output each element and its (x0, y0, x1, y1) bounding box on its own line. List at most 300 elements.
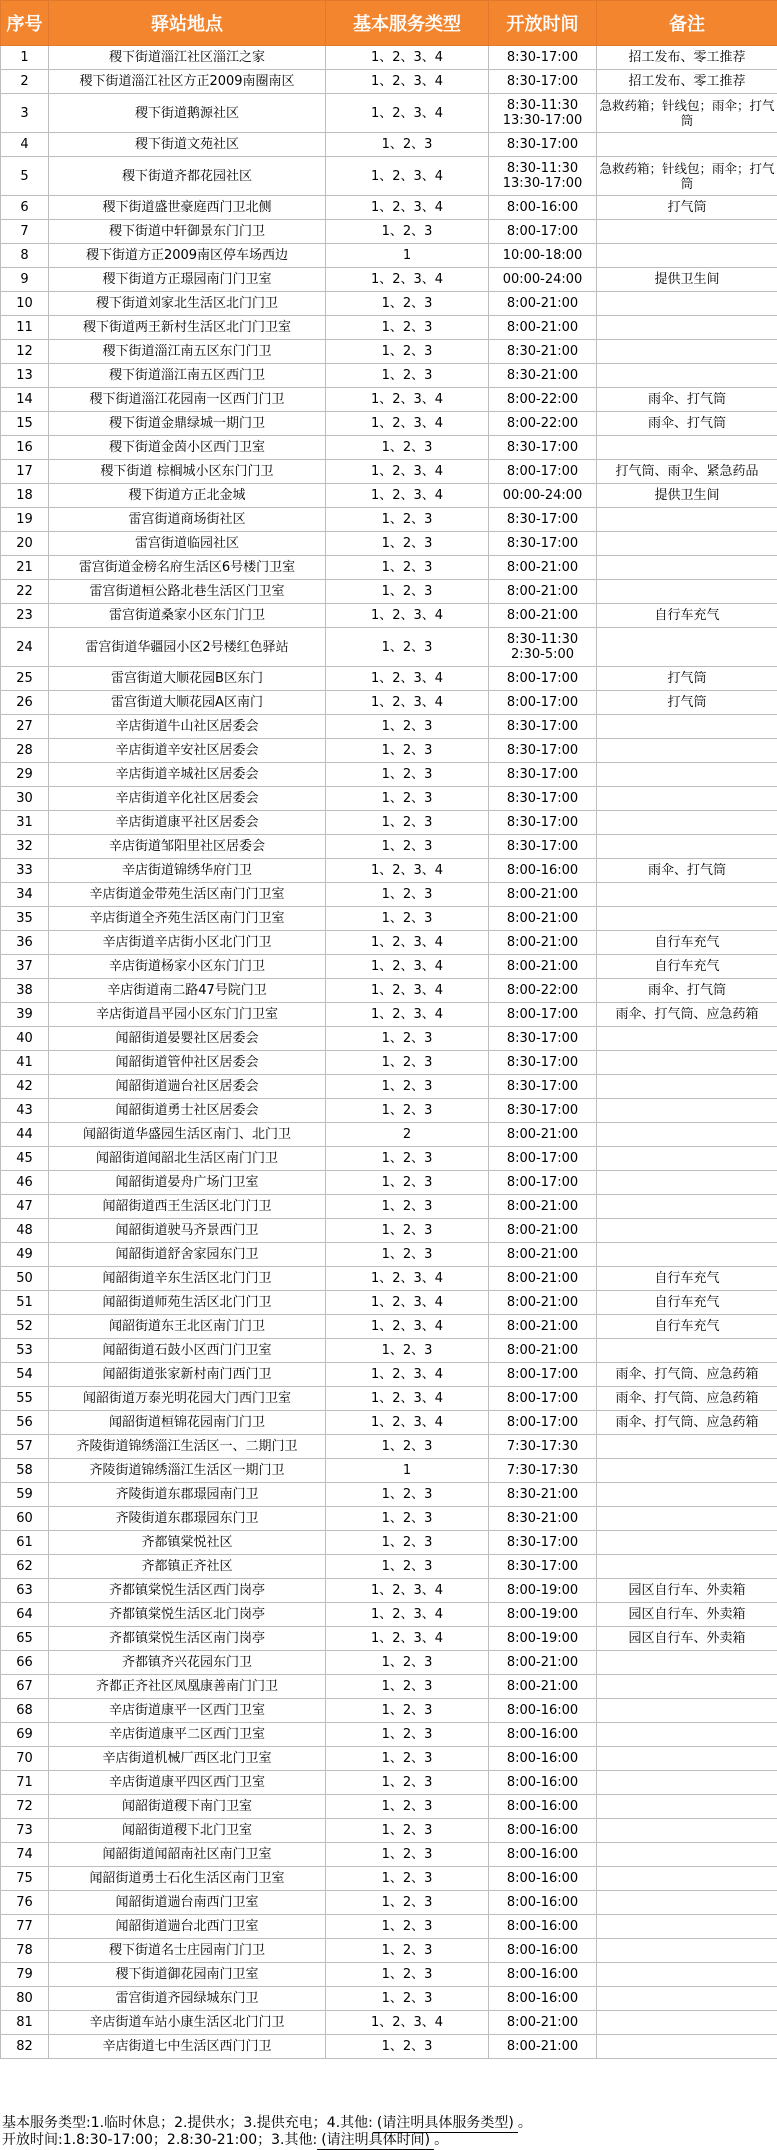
cell-service-type: 1、2、3 (326, 1891, 489, 1915)
cell-open-hours: 8:00-21:00 (489, 580, 597, 604)
cell-service-type: 1、2、3 (326, 1051, 489, 1075)
table-row (1, 1843, 777, 1867)
cell-location: 稷下街道御花园南门卫室 (49, 1963, 326, 1987)
cell-service-type: 1、2、3、4 (326, 1267, 489, 1291)
cell-index: 45 (1, 1147, 49, 1171)
cell-index: 6 (1, 196, 49, 220)
table-row (1, 580, 777, 604)
cell-service-type: 1、2、3、4 (326, 1003, 489, 1027)
cell-service-type: 1、2、3 (326, 1531, 489, 1555)
cell-location: 闻韶街道万泰光明花园大门西门卫室 (49, 1387, 326, 1411)
cell-index: 79 (1, 1963, 49, 1987)
cell-index: 10 (1, 292, 49, 316)
cell-service-type: 1、2、3 (326, 1867, 489, 1891)
cell-index: 70 (1, 1747, 49, 1771)
cell-open-hours: 8:30-17:00 (489, 715, 597, 739)
cell-open-hours: 8:30-17:00 (489, 133, 597, 157)
cell-location: 辛店街道康平二区西门卫室 (49, 1723, 326, 1747)
cell-service-type: 1、2、3 (326, 316, 489, 340)
cell-open-hours: 8:30-17:00 (489, 763, 597, 787)
cell-index: 52 (1, 1315, 49, 1339)
cell-remarks (597, 1747, 777, 1771)
cell-index: 46 (1, 1171, 49, 1195)
footer-note-hours (2, 2129, 777, 2150)
cell-location: 辛店街道邹阳里社区居委会 (49, 835, 326, 859)
cell-location: 齐都镇棠悦生活区北门岗亭 (49, 1603, 326, 1627)
cell-index: 20 (1, 532, 49, 556)
cell-open-hours: 8:30-17:00 (489, 70, 597, 94)
cell-open-hours: 8:30-21:00 (489, 1507, 597, 1531)
cell-location: 稷下街道淄江南五区东门门卫 (49, 340, 326, 364)
cell-service-type: 1、2、3 (326, 1771, 489, 1795)
cell-open-hours: 8:00-16:00 (489, 1771, 597, 1795)
cell-service-type: 1、2、3 (326, 1723, 489, 1747)
cell-location: 闻韶街道晏婴社区居委会 (49, 1027, 326, 1051)
cell-location: 闻韶街道驶马齐景西门卫 (49, 1219, 326, 1243)
cell-service-type: 1、2、3、4 (326, 1387, 489, 1411)
cell-service-type: 1、2、3 (326, 556, 489, 580)
cell-service-type: 1、2、3 (326, 1795, 489, 1819)
cell-remarks (597, 580, 777, 604)
cell-location: 稷下街道盛世豪庭西门卫北侧 (49, 196, 326, 220)
table-row (1, 292, 777, 316)
cell-service-type: 1、2、3、4 (326, 979, 489, 1003)
table-row (1, 955, 777, 979)
cell-open-hours: 8:30-21:00 (489, 364, 597, 388)
cell-remarks: 自行车充气 (597, 955, 777, 979)
cell-index: 69 (1, 1723, 49, 1747)
cell-location: 雷宫街道大顺花园A区南门 (49, 691, 326, 715)
cell-index: 64 (1, 1603, 49, 1627)
cell-location: 闻韶街道稷下南门卫室 (49, 1795, 326, 1819)
cell-location: 辛店街道七中生活区西门门卫 (49, 2035, 326, 2059)
cell-remarks (597, 436, 777, 460)
cell-service-type: 1、2、3 (326, 787, 489, 811)
cell-open-hours: 7:30-17:30 (489, 1459, 597, 1483)
cell-index: 75 (1, 1867, 49, 1891)
table-row (1, 1195, 777, 1219)
cell-location: 辛店街道杨家小区东门门卫 (49, 955, 326, 979)
table-row (1, 979, 777, 1003)
cell-service-type: 1、2、3、4 (326, 859, 489, 883)
cell-remarks (597, 1867, 777, 1891)
cell-service-type: 1、2、3、4 (326, 268, 489, 292)
cell-open-hours: 8:30-21:00 (489, 340, 597, 364)
cell-remarks (597, 1075, 777, 1099)
table-row (1, 835, 777, 859)
table-row (1, 1867, 777, 1891)
table-row (1, 1315, 777, 1339)
cell-index: 68 (1, 1699, 49, 1723)
cell-service-type: 1、2、3 (326, 715, 489, 739)
cell-location: 雷宫街道桓公路北巷生活区门卫室 (49, 580, 326, 604)
cell-index: 77 (1, 1915, 49, 1939)
cell-index: 8 (1, 244, 49, 268)
table-row (1, 763, 777, 787)
cell-location: 辛店街道机械厂西区北门卫室 (49, 1747, 326, 1771)
table-row (1, 1387, 777, 1411)
cell-location: 稷下街道齐都花园社区 (49, 157, 326, 196)
cell-open-hours: 8:00-21:00 (489, 292, 597, 316)
cell-open-hours: 8:30-17:00 (489, 787, 597, 811)
cell-index: 33 (1, 859, 49, 883)
cell-open-hours: 8:00-21:00 (489, 955, 597, 979)
cell-index: 49 (1, 1243, 49, 1267)
cell-service-type: 1、2、3、4 (326, 1315, 489, 1339)
cell-location: 闻韶街道东王北区南门门卫 (49, 1315, 326, 1339)
table-row (1, 1243, 777, 1267)
cell-open-hours: 8:30-17:00 (489, 1027, 597, 1051)
table-row (1, 268, 777, 292)
cell-remarks (597, 532, 777, 556)
cell-open-hours: 8:00-17:00 (489, 220, 597, 244)
table-row (1, 388, 777, 412)
cell-service-type: 1、2、3 (326, 1435, 489, 1459)
cell-open-hours: 8:00-21:00 (489, 907, 597, 931)
cell-location: 齐陵街道锦绣淄江生活区一、二期门卫 (49, 1435, 326, 1459)
table-row (1, 1795, 777, 1819)
cell-index: 4 (1, 133, 49, 157)
cell-index: 43 (1, 1099, 49, 1123)
table-row (1, 1963, 777, 1987)
cell-open-hours: 8:00-21:00 (489, 604, 597, 628)
cell-index: 61 (1, 1531, 49, 1555)
cell-location: 辛店街道金带苑生活区南门门卫室 (49, 883, 326, 907)
cell-service-type: 1、2、3、4 (326, 70, 489, 94)
cell-open-hours: 8:00-17:00 (489, 460, 597, 484)
header-location: 驿站地点 (49, 1, 326, 46)
cell-service-type: 1、2、3 (326, 907, 489, 931)
cell-location: 齐陵街道锦绣淄江生活区一期门卫 (49, 1459, 326, 1483)
cell-index: 81 (1, 2011, 49, 2035)
cell-service-type: 1、2、3 (326, 628, 489, 667)
cell-service-type: 1、2、3、4 (326, 412, 489, 436)
cell-service-type: 1、2、3 (326, 532, 489, 556)
cell-location: 稷下街道方正璟园南门门卫室 (49, 268, 326, 292)
cell-service-type: 1、2、3 (326, 1843, 489, 1867)
cell-index: 51 (1, 1291, 49, 1315)
cell-index: 78 (1, 1939, 49, 1963)
cell-remarks (597, 1051, 777, 1075)
cell-open-hours: 8:00-21:00 (489, 1651, 597, 1675)
cell-remarks (597, 1771, 777, 1795)
cell-index: 24 (1, 628, 49, 667)
cell-index: 19 (1, 508, 49, 532)
table-row (1, 1363, 777, 1387)
cell-remarks (597, 1939, 777, 1963)
cell-open-hours: 8:00-16:00 (489, 1987, 597, 2011)
cell-remarks (597, 1987, 777, 2011)
table-row (1, 739, 777, 763)
table-row (1, 628, 777, 667)
cell-service-type: 1、2、3 (326, 1243, 489, 1267)
cell-index: 41 (1, 1051, 49, 1075)
table-row (1, 931, 777, 955)
cell-remarks (597, 1243, 777, 1267)
table-row (1, 1435, 777, 1459)
cell-service-type: 1、2、3 (326, 1747, 489, 1771)
cell-remarks: 急救药箱；针线包；雨伞；打气筒 (597, 157, 777, 196)
cell-open-hours: 8:00-19:00 (489, 1603, 597, 1627)
table-row (1, 811, 777, 835)
cell-remarks (597, 556, 777, 580)
header-index: 序号 (1, 1, 49, 46)
cell-open-hours: 8:30-17:00 (489, 739, 597, 763)
cell-remarks (597, 1963, 777, 1987)
cell-remarks: 招工发布、零工推荐 (597, 46, 777, 70)
table-row (1, 244, 777, 268)
cell-open-hours: 8:00-17:00 (489, 1363, 597, 1387)
table-row (1, 220, 777, 244)
table-row (1, 412, 777, 436)
cell-location: 闻韶街道桓锦花园南门门卫 (49, 1411, 326, 1435)
cell-service-type: 1、2、3 (326, 1099, 489, 1123)
cell-remarks (597, 1219, 777, 1243)
table-row (1, 1219, 777, 1243)
cell-remarks: 自行车充气 (597, 931, 777, 955)
footer-service-prefix: 基本服务类型:1.临时休息；2.提供水；3.提供充电；4.其他: (2, 2115, 373, 2131)
cell-service-type: 1、2、3、4 (326, 157, 489, 196)
cell-remarks (597, 1915, 777, 1939)
cell-service-type: 1、2、3 (326, 763, 489, 787)
cell-open-hours: 8:00-22:00 (489, 388, 597, 412)
cell-remarks: 提供卫生间 (597, 484, 777, 508)
cell-remarks (597, 883, 777, 907)
cell-remarks: 自行车充气 (597, 1267, 777, 1291)
cell-index: 32 (1, 835, 49, 859)
cell-open-hours: 00:00-24:00 (489, 484, 597, 508)
footer-hours-blank: (请注明具体时间) (317, 2129, 434, 2150)
cell-remarks: 自行车充气 (597, 604, 777, 628)
cell-open-hours: 8:00-16:00 (489, 1939, 597, 1963)
cell-remarks (597, 1483, 777, 1507)
cell-remarks: 雨伞、打气筒、应急药箱 (597, 1003, 777, 1027)
cell-open-hours: 8:00-22:00 (489, 979, 597, 1003)
cell-remarks: 打气筒、雨伞、紧急药品 (597, 460, 777, 484)
table-row (1, 1291, 777, 1315)
cell-remarks (597, 220, 777, 244)
cell-remarks (597, 787, 777, 811)
cell-open-hours: 8:00-21:00 (489, 2035, 597, 2059)
cell-index: 58 (1, 1459, 49, 1483)
cell-service-type: 1、2、3 (326, 1075, 489, 1099)
cell-location: 辛店街道南二路47号院门卫 (49, 979, 326, 1003)
cell-location: 辛店街道康平一区西门卫室 (49, 1699, 326, 1723)
cell-open-hours: 8:00-21:00 (489, 2011, 597, 2035)
cell-remarks: 雨伞、打气筒、应急药箱 (597, 1363, 777, 1387)
table-row (1, 1483, 777, 1507)
cell-remarks (597, 1435, 777, 1459)
cell-open-hours: 8:00-19:00 (489, 1579, 597, 1603)
table-row (1, 1411, 777, 1435)
cell-remarks: 自行车充气 (597, 1315, 777, 1339)
table-row (1, 460, 777, 484)
cell-remarks (597, 763, 777, 787)
cell-remarks (597, 907, 777, 931)
cell-service-type: 1、2、3 (326, 292, 489, 316)
cell-location: 闻韶街道辛东生活区北门门卫 (49, 1267, 326, 1291)
cell-open-hours: 8:00-21:00 (489, 883, 597, 907)
cell-index: 22 (1, 580, 49, 604)
cell-service-type: 1、2、3 (326, 436, 489, 460)
table-row (1, 1267, 777, 1291)
cell-service-type: 1、2、3 (326, 811, 489, 835)
cell-open-hours: 8:30-17:00 (489, 1555, 597, 1579)
cell-index: 1 (1, 46, 49, 70)
header-open-hours: 开放时间 (489, 1, 597, 46)
cell-open-hours: 8:00-16:00 (489, 1699, 597, 1723)
table-row (1, 859, 777, 883)
cell-service-type: 1、2、3 (326, 1963, 489, 1987)
cell-index: 25 (1, 667, 49, 691)
cell-open-hours: 8:00-21:00 (489, 931, 597, 955)
cell-service-type: 1、2、3 (326, 1219, 489, 1243)
cell-open-hours: 8:30-21:00 (489, 1483, 597, 1507)
cell-location: 稷下街道淄江南五区西门卫 (49, 364, 326, 388)
cell-open-hours: 8:00-16:00 (489, 1891, 597, 1915)
table-row (1, 1507, 777, 1531)
table-row (1, 715, 777, 739)
cell-service-type: 1、2、3、4 (326, 1579, 489, 1603)
cell-index: 3 (1, 94, 49, 133)
cell-index: 50 (1, 1267, 49, 1291)
cell-index: 9 (1, 268, 49, 292)
cell-remarks (597, 508, 777, 532)
cell-location: 辛店街道昌平园小区东门门卫室 (49, 1003, 326, 1027)
cell-index: 36 (1, 931, 49, 955)
table-header-row (1, 1, 777, 46)
table-row (1, 1675, 777, 1699)
cell-index: 26 (1, 691, 49, 715)
table-row (1, 1987, 777, 2011)
footer-service-suffix: 。 (518, 2115, 532, 2131)
cell-open-hours: 8:00-16:00 (489, 1915, 597, 1939)
cell-open-hours: 8:00-21:00 (489, 1195, 597, 1219)
cell-remarks (597, 1027, 777, 1051)
cell-remarks: 园区自行车、外卖箱 (597, 1579, 777, 1603)
cell-location: 稷下街道金鼎绿城一期门卫 (49, 412, 326, 436)
cell-service-type: 1、2、3 (326, 1939, 489, 1963)
table-row (1, 1075, 777, 1099)
table-row (1, 2035, 777, 2059)
cell-remarks (597, 1795, 777, 1819)
cell-index: 37 (1, 955, 49, 979)
cell-location: 闻韶街道遄台社区居委会 (49, 1075, 326, 1099)
footer-hours-prefix: 开放时间:1.8:30-17:00；2.8:30-21:00；3.其他: (2, 2132, 317, 2148)
cell-location: 辛店街道康平四区西门卫室 (49, 1771, 326, 1795)
cell-open-hours: 8:30-11:30 13:30-17:00 (489, 94, 597, 133)
cell-open-hours: 8:00-17:00 (489, 1411, 597, 1435)
cell-remarks (597, 1123, 777, 1147)
cell-index: 30 (1, 787, 49, 811)
cell-remarks (597, 1195, 777, 1219)
cell-location: 稷下街道金茵小区西门卫室 (49, 436, 326, 460)
cell-index: 40 (1, 1027, 49, 1051)
cell-index: 2 (1, 70, 49, 94)
cell-remarks (597, 811, 777, 835)
cell-remarks (597, 1675, 777, 1699)
cell-remarks (597, 1459, 777, 1483)
cell-location: 闻韶街道晏舟广场门卫室 (49, 1171, 326, 1195)
cell-location: 闻韶街道勇士石化生活区南门卫室 (49, 1867, 326, 1891)
cell-remarks: 自行车充气 (597, 1291, 777, 1315)
cell-index: 56 (1, 1411, 49, 1435)
cell-service-type: 1、2、3、4 (326, 196, 489, 220)
cell-remarks (597, 739, 777, 763)
cell-index: 7 (1, 220, 49, 244)
cell-index: 62 (1, 1555, 49, 1579)
cell-location: 雷宫街道华疆园小区2号楼红色驿站 (49, 628, 326, 667)
cell-remarks (597, 1507, 777, 1531)
cell-index: 59 (1, 1483, 49, 1507)
cell-open-hours: 8:00-17:00 (489, 691, 597, 715)
cell-service-type: 1、2、3、4 (326, 1411, 489, 1435)
cell-open-hours: 8:00-21:00 (489, 1339, 597, 1363)
cell-service-type: 1、2、3、4 (326, 94, 489, 133)
cell-index: 55 (1, 1387, 49, 1411)
table-row (1, 1819, 777, 1843)
cell-index: 76 (1, 1891, 49, 1915)
cell-index: 14 (1, 388, 49, 412)
cell-remarks: 招工发布、零工推荐 (597, 70, 777, 94)
cell-location: 闻韶街道闻韶南社区南门卫室 (49, 1843, 326, 1867)
cell-index: 5 (1, 157, 49, 196)
cell-service-type: 1、2、3 (326, 1555, 489, 1579)
cell-open-hours: 8:30-17:00 (489, 1075, 597, 1099)
cell-open-hours: 8:00-16:00 (489, 1795, 597, 1819)
cell-remarks (597, 133, 777, 157)
cell-index: 53 (1, 1339, 49, 1363)
cell-location: 闻韶街道华盛园生活区南门、北门卫 (49, 1123, 326, 1147)
cell-open-hours: 8:00-17:00 (489, 1171, 597, 1195)
cell-service-type: 1、2、3 (326, 1699, 489, 1723)
cell-remarks (597, 1099, 777, 1123)
cell-service-type: 1、2、3 (326, 883, 489, 907)
table-row (1, 907, 777, 931)
cell-open-hours: 8:30-17:00 (489, 811, 597, 835)
cell-location: 齐都镇棠悦社区 (49, 1531, 326, 1555)
cell-location: 辛店街道辛化社区居委会 (49, 787, 326, 811)
cell-remarks: 雨伞、打气筒、应急药箱 (597, 1411, 777, 1435)
cell-index: 44 (1, 1123, 49, 1147)
cell-service-type: 1、2、3 (326, 1507, 489, 1531)
cell-index: 63 (1, 1579, 49, 1603)
cell-service-type: 1、2、3、4 (326, 1627, 489, 1651)
cell-open-hours: 8:00-21:00 (489, 1675, 597, 1699)
cell-index: 67 (1, 1675, 49, 1699)
cell-remarks (597, 2011, 777, 2035)
cell-index: 21 (1, 556, 49, 580)
cell-location: 辛店街道全齐苑生活区南门门卫室 (49, 907, 326, 931)
footer-service-blank: (请注明具体服务类型) (373, 2112, 518, 2133)
cell-location: 稷下街道鹅源社区 (49, 94, 326, 133)
footer-hours-suffix: 。 (434, 2132, 448, 2148)
cell-service-type: 1、2、3 (326, 1147, 489, 1171)
cell-remarks (597, 340, 777, 364)
cell-location: 闻韶街道张家新村南门西门卫 (49, 1363, 326, 1387)
table-row (1, 1915, 777, 1939)
cell-service-type: 1 (326, 244, 489, 268)
cell-open-hours: 8:00-19:00 (489, 1627, 597, 1651)
cell-location: 闻韶街道西王生活区北门门卫 (49, 1195, 326, 1219)
cell-index: 66 (1, 1651, 49, 1675)
cell-location: 闻韶街道勇士社区居委会 (49, 1099, 326, 1123)
cell-service-type: 1、2、3 (326, 1195, 489, 1219)
cell-open-hours: 8:00-17:00 (489, 1387, 597, 1411)
cell-remarks: 打气筒 (597, 691, 777, 715)
table-row (1, 70, 777, 94)
cell-location: 辛店街道辛城社区居委会 (49, 763, 326, 787)
